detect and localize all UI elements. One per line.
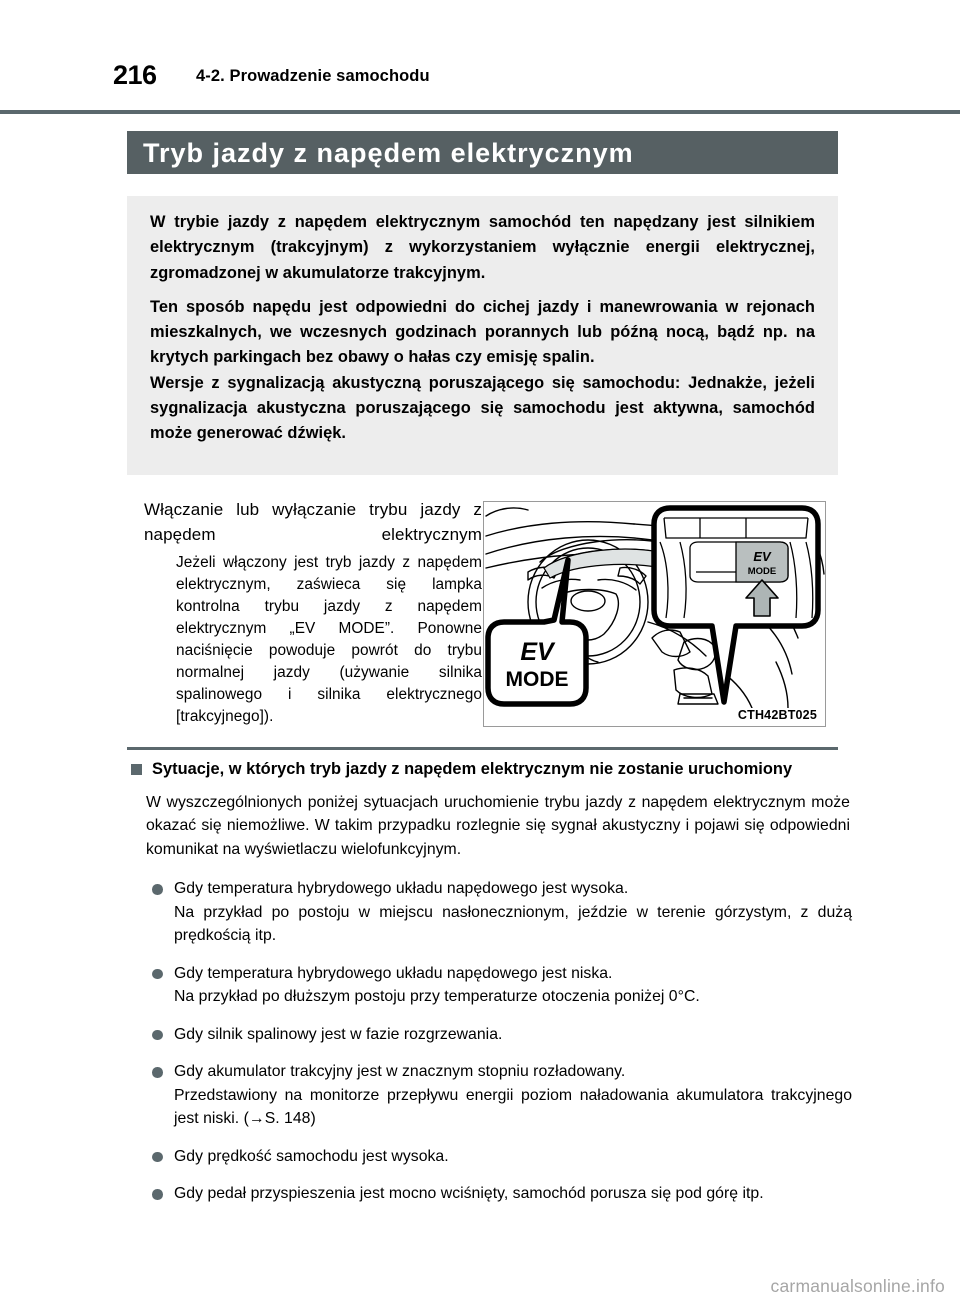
list-item-main: Gdy akumulator trakcyjny jest w znacznym stopniu rozładowany. — [174, 1063, 626, 1081]
list-item — [127, 1060, 852, 1131]
intro-paragraph-3: Wersje z sygnalizacją akustyczną poruszającego się samochodu: Jednakże, jeżeli sygnalizacja akustyczna poruszającego się samochodu jest aktywna, samochód może generować dźwięk. — [150, 373, 815, 443]
round-bullet-icon — [152, 1189, 163, 1200]
list-item-main: Gdy temperatura hybrydowego układu napędowego jest wysoka. — [174, 880, 629, 898]
list-item-sub: Na przykład po postoju w miejscu nasłonecznionym, jeździe w terenie górzystym, z dużą prędkością itp. — [174, 903, 852, 945]
round-bullet-icon — [152, 969, 163, 980]
list-item-main: Gdy prędkość samochodu jest wysoka. — [174, 1147, 449, 1165]
section-divider-rule — [127, 747, 838, 750]
round-bullet-icon — [152, 1067, 163, 1078]
list-item-sub: Przedstawiony na monitorze przepływu energii poziom naładowania akumulatora trakcyjnego jest niski. (→S. 148) — [174, 1086, 852, 1128]
illustration-section — [127, 498, 838, 738]
subsection-heading: Włączanie lub wyłączanie trybu jazdy z napędem elektrycznym — [144, 500, 482, 544]
ev-button-label-ev: EV — [753, 549, 771, 564]
square-bullet-heading-text: Sytuacje, w których tryb jazdy z napędem elektrycznym nie zostanie uruchomiony — [152, 760, 793, 778]
list-item-main: Gdy temperatura hybrydowego układu napędowego jest niska. — [174, 964, 613, 982]
ev-mode-illustration — [483, 501, 826, 727]
list-item — [127, 962, 852, 1009]
list-item — [127, 1182, 852, 1206]
section-banner — [127, 131, 838, 174]
condition-list — [127, 877, 852, 1206]
list-item — [127, 877, 852, 948]
intro-paragraph-1: W trybie jazdy z napędem elektrycznym samochód ten napędzany jest silnikiem elektrycznym (trakcyjnym) z wykorzystaniem wyłącznie energii elektrycznej, zgromadzonej w akumulatorze trakcyjnym. — [150, 213, 815, 282]
header-divider-rule — [0, 110, 960, 114]
subsection-body-text: Jeżeli włączony jest tryb jazdy z napędem elektrycznym, zaświeca się lampka kontrolna trybu jazdy z napędem elektrycznym „EV MODE”. Ponowne naciśnięcie powoduje powrót do trybu normalnej jazdy (używanie silnika spalinowego i silnika elektrycznego [trakcyjnego]). — [176, 554, 482, 725]
ev-button-label-mode: MODE — [747, 566, 777, 577]
list-item-main: Gdy silnik spalinowy jest w fazie rozgrzewania. — [174, 1025, 503, 1043]
page-number: 216 — [113, 60, 157, 90]
list-item-main: Gdy pedał przyspieszenia jest mocno wciśnięty, samochód porusza się pod górę itp. — [174, 1185, 764, 1203]
list-item-sub: Na przykład po dłuższym postoju przy temperaturze otoczenia poniżej 0°C. — [174, 988, 700, 1006]
list-item — [127, 1023, 852, 1047]
round-bullet-icon — [152, 884, 163, 895]
dashboard-line-drawing — [484, 502, 825, 726]
square-bullet-icon — [131, 764, 142, 775]
round-bullet-icon — [152, 1152, 163, 1163]
square-bullet-heading — [127, 758, 852, 782]
lower-content — [127, 758, 852, 1220]
intro-paragraph-2: Ten sposób napędu jest odpowiedni do cichej jazdy i manewrowania w rejonach mieszkalnych, we wczesnych godzinach porannych lub późną nocą, bądź np. na krytych parkingach bez obawy o hałas czy emisję spalin. — [150, 297, 815, 367]
figure-code: CTH42BT025 — [737, 708, 817, 722]
page-header — [0, 60, 960, 110]
section-banner-title: Tryb jazdy z napędem elektrycznym — [143, 138, 634, 168]
footer-watermark: carmanualsonline.info — [770, 1276, 945, 1296]
lower-intro-paragraph: W wyszczególnionych poniżej sytuacjach uruchomienie trybu jazdy z napędem elektrycznym może okazać się niemożliwe. W takim przypadku rozlegnie się sygnał akustyczny i pojawi się odpowiedni komunikat na wyświetlaczu wielofunkcyjnym. — [146, 793, 850, 858]
round-bullet-icon — [152, 1030, 163, 1041]
callout-label-ev: EV — [520, 638, 554, 666]
intro-callout-box — [127, 196, 838, 475]
list-item — [127, 1145, 852, 1169]
page-section-title: 4-2. Prowadzenie samochodu — [196, 67, 430, 85]
callout-label-mode: MODE — [505, 668, 569, 691]
illustration-text-column — [144, 498, 482, 728]
